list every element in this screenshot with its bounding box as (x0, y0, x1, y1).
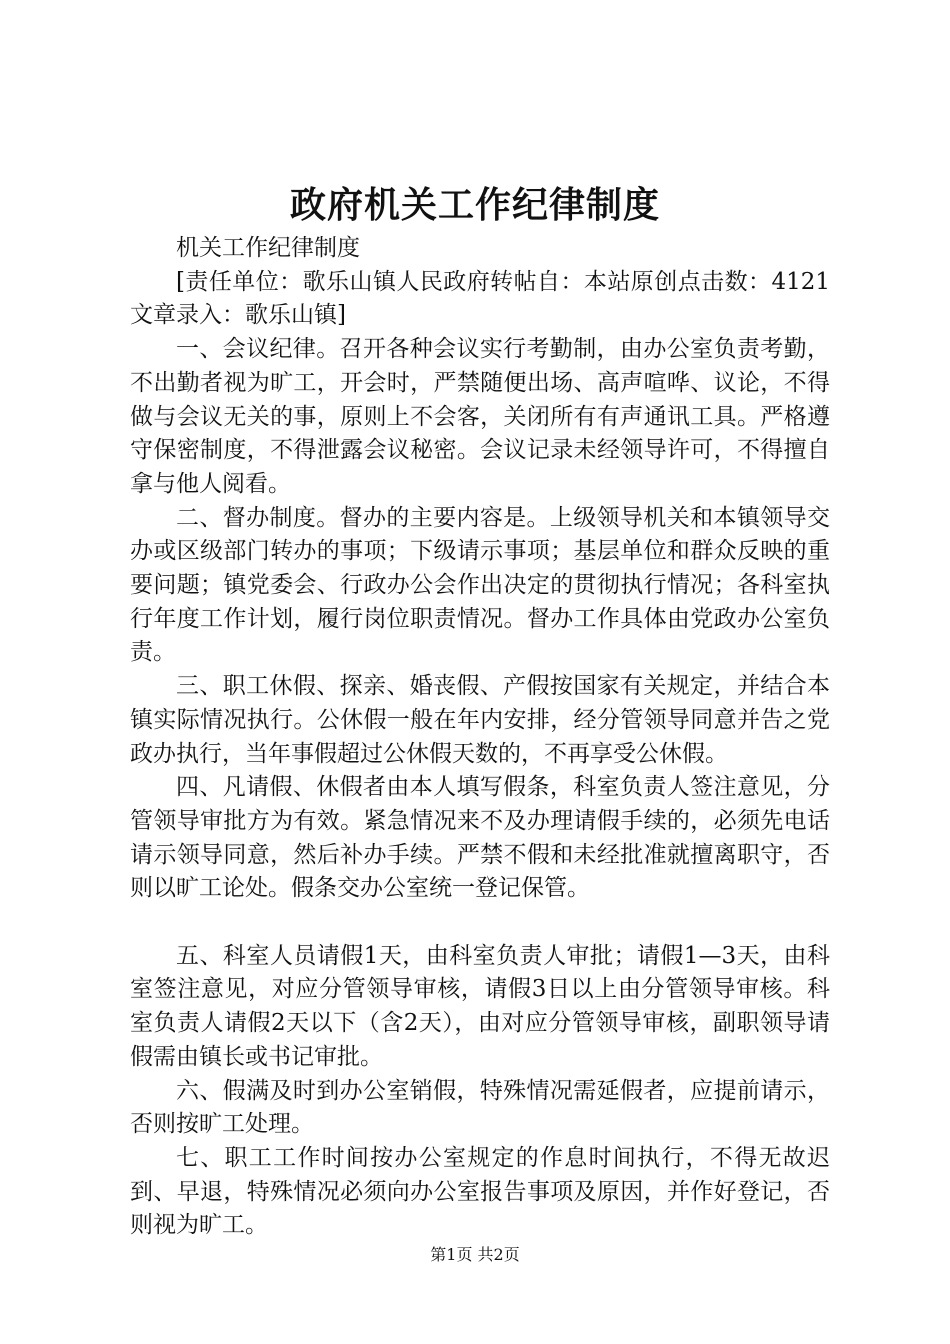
paragraph-7: 七、职工工作时间按办公室规定的作息时间执行，不得无故迟到、早退，特殊情况必须向办公室报告事项及原因，并作好登记，否则视为旷工。 (130, 1144, 830, 1239)
document-title: 政府机关工作纪律制度 (289, 185, 660, 226)
source-line: [责任单位：歌乐山镇人民政府转帖自：本站原创点击数：4121文章录入：歌乐山镇] (130, 268, 830, 329)
paragraph-5: 五、科室人员请假1天，由科室负责人审批；请假1—3天，由科室签注意见，对应分管领导审核，请假3日以上由分管领导审核。科室负责人请假2天以下（含2天），由对应分管领导审核，副职领导请假需由镇长或书记审批。 (130, 942, 830, 1070)
paragraph-6: 六、假满及时到办公室销假，特殊情况需延假者，应提前请示，否则按旷工处理。 (130, 1077, 830, 1138)
page-number-footer: 第1页 共2页 (430, 1245, 520, 1264)
paragraph-1: 一、会议纪律。召开各种会议实行考勤制，由办公室负责考勤，不出勤者视为旷工，开会时，严禁随便出场、高声喧哗、议论，不得做与会议无关的事，原则上不会客，关闭所有有声通讯工具。严格遵守保密制度，不得泄露会议秘密。会议记录未经领导许可，不得擅自拿与他人阅看。 (130, 336, 830, 497)
document-subtitle: 机关工作纪律制度 (176, 235, 360, 261)
document-body (130, 232, 830, 1243)
paragraph-3: 三、职工休假、探亲、婚丧假、产假按国家有关规定，并结合本镇实际情况执行。公休假一般在年内安排，经分管领导同意并告之党政办执行，当年事假超过公休假天数的，不再享受公休假。 (130, 673, 830, 767)
paragraph-4: 四、凡请假、休假者由本人填写假条，科室负责人签注意见，分管领导审批方为有效。紧急情况来不及办理请假手续的，必须先电话请示领导同意，然后补办手续。严禁不假和未经批准就擅离职守，否则以旷工论处。假条交办公室统一登记保管。 (130, 774, 830, 902)
paragraph-spacer (130, 906, 830, 940)
paragraph-2: 二、督办制度。督办的主要内容是。上级领导机关和本镇领导交办或区级部门转办的事项；下级请示事项；基层单位和群众反映的重要问题；镇党委会、行政办公会作出决定的贯彻执行情况；各科室执行年度工作计划，履行岗位职责情况。督办工作具体由党政办公室负责。 (130, 504, 830, 666)
